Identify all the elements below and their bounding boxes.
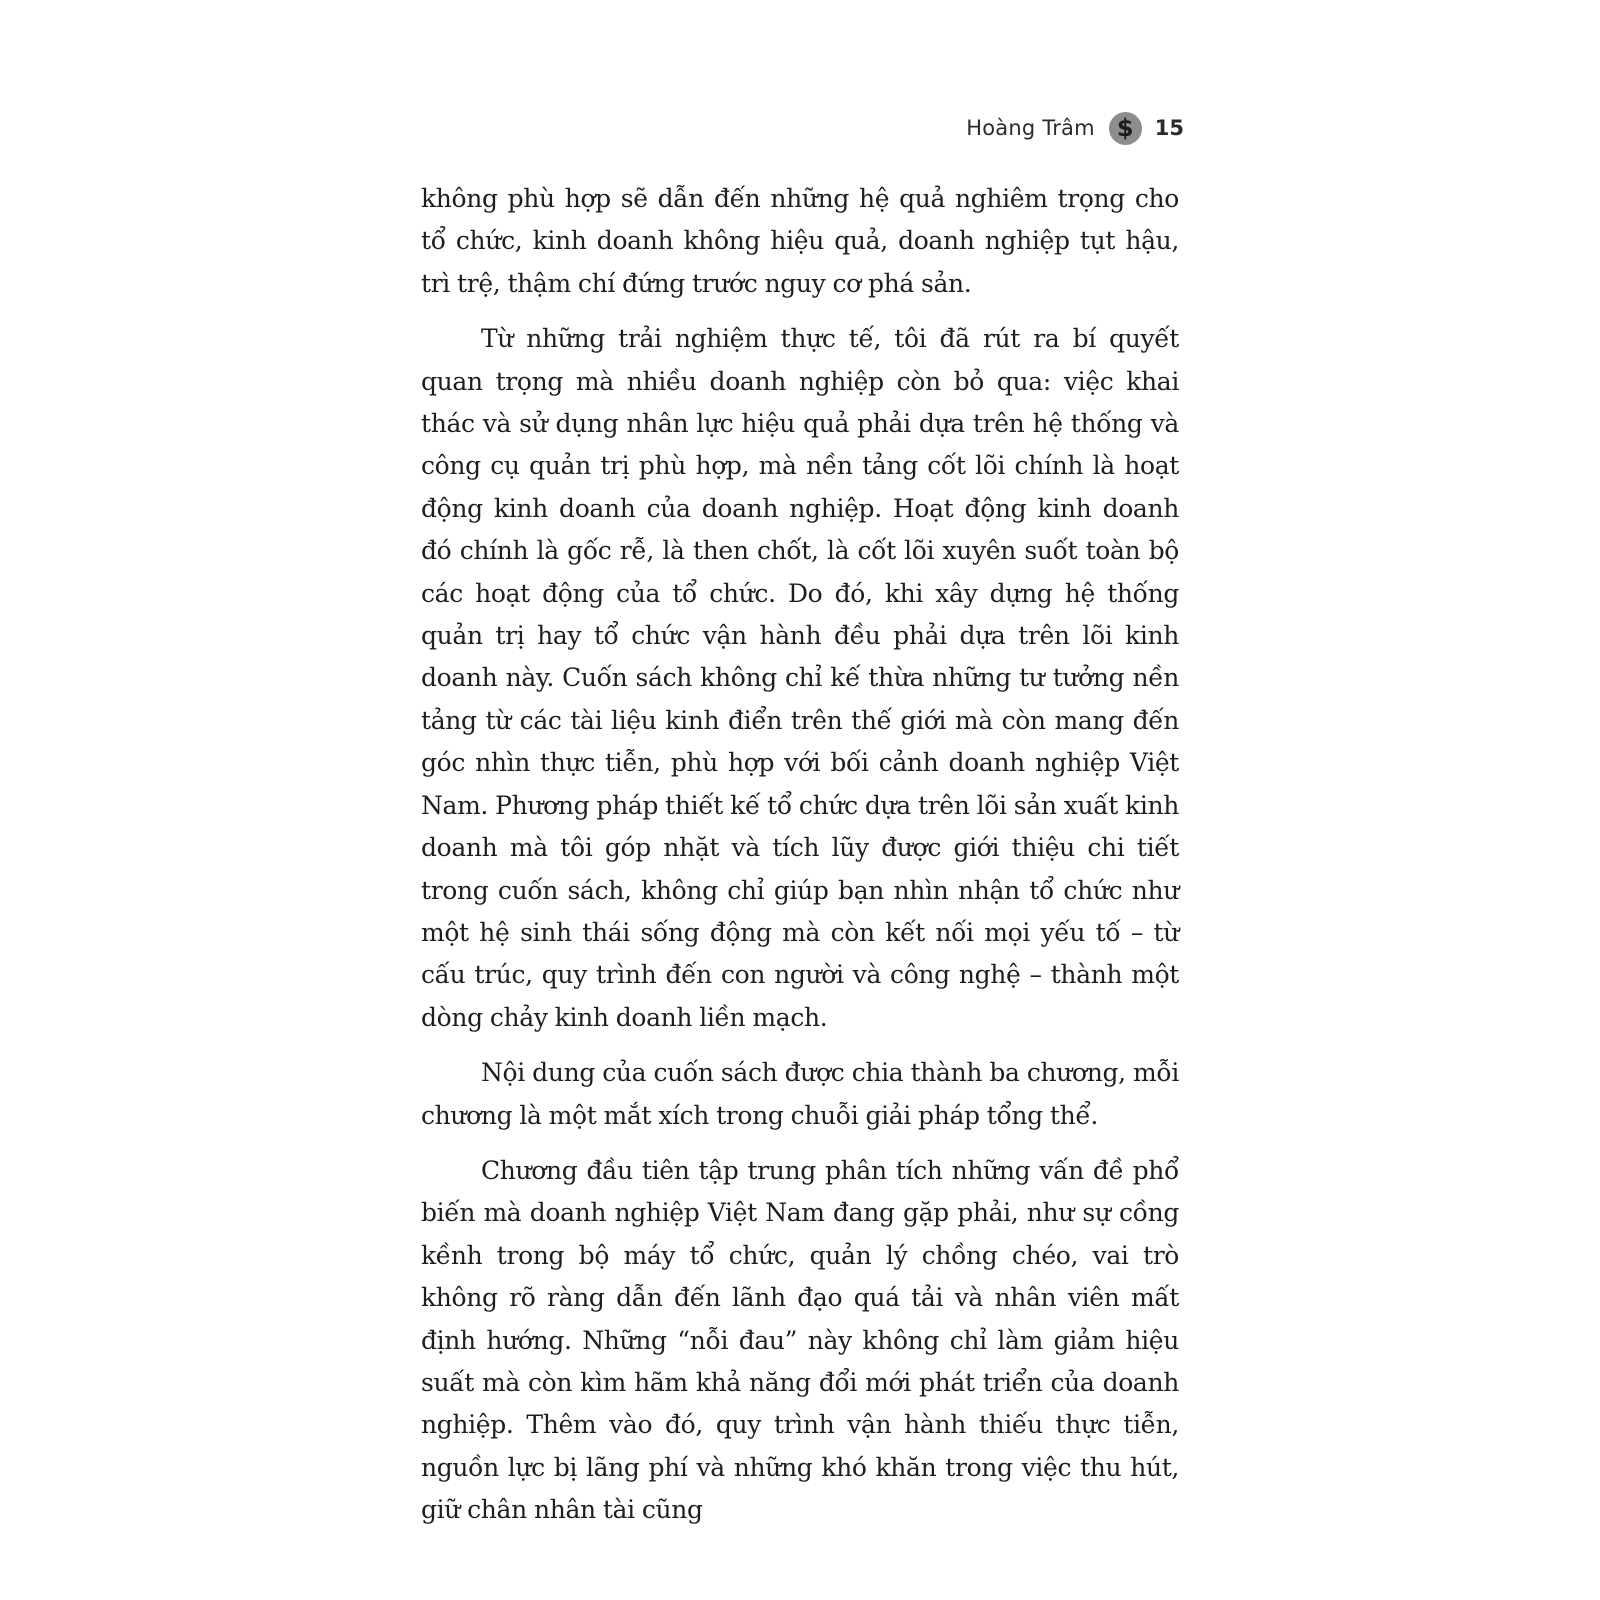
page-number: 15 bbox=[1154, 116, 1184, 140]
running-header-author: Hoàng Trâm bbox=[966, 116, 1095, 140]
paragraph-continued: không phù hợp sẽ dẫn đến những hệ quả nghiêm trọng cho tổ chức, kinh doanh không hiệu quả, doanh nghiệp tụt hậu, trì trệ, thậm chí đứng trước nguy cơ phá sản. bbox=[421, 184, 1179, 298]
page-body bbox=[421, 178, 1179, 1545]
running-header bbox=[966, 108, 1184, 148]
paragraph-experience: Từ những trải nghiệm thực tế, tôi đã rút ra bí quyết quan trọng mà nhiều doanh nghiệp còn bỏ qua: việc khai thác và sử dụng nhân lực hiệu quả phải dựa trên hệ thống và công cụ quản trị phù hợp, mà nền tảng cốt lõi chính là hoạt động kinh doanh của doanh nghiệp. Hoạt động kinh doanh đó chính là gốc rễ, là then chốt, là cốt lõi xuyên suốt toàn bộ các hoạt động của tổ chức. Do đó, khi xây dựng hệ thống quản trị hay tổ chức vận hành đều phải dựa trên lõi kinh doanh này. Cuốn sách không chỉ kế thừa những tư tưởng nền tảng từ các tài liệu kinh điển trên thế giới mà còn mang đến góc nhìn thực tiễn, phù hợp với bối cảnh doanh nghiệp Việt Nam. Phương pháp thiết kế tổ chức dựa trên lõi sản xuất kinh doanh mà tôi góp nhặt và tích lũy được giới thiệu chi tiết trong cuốn sách, không chỉ giúp bạn nhìn nhận tổ chức như một hệ sinh thái sống động mà còn kết nối mọi yếu tố – từ cấu trúc, quy trình đến con người và công nghệ – thành một dòng chảy kinh doanh liền mạch. bbox=[421, 324, 1179, 1032]
dollar-circle-icon: $ bbox=[1109, 112, 1142, 145]
paragraph-book-structure: Nội dung của cuốn sách được chia thành ba chương, mỗi chương là một mắt xích trong chuỗi giải pháp tổng thể. bbox=[421, 1058, 1179, 1130]
paragraph-chapter-one: Chương đầu tiên tập trung phân tích những vấn đề phổ biến mà doanh nghiệp Việt Nam đang gặp phải, như sự cồng kềnh trong bộ máy tổ chức, quản lý chồng chéo, vai trò không rõ ràng dẫn đến lãnh đạo quá tải và nhân viên mất định hướng. Những “nỗi đau” này không chỉ làm giảm hiệu suất mà còn kìm hãm khả năng đổi mới phát triển của doanh nghiệp. Thêm vào đó, quy trình vận hành thiếu thực tiễn, nguồn lực bị lãng phí và những khó khăn trong việc thu hút, giữ chân nhân tài cũng bbox=[421, 1155, 1179, 1525]
